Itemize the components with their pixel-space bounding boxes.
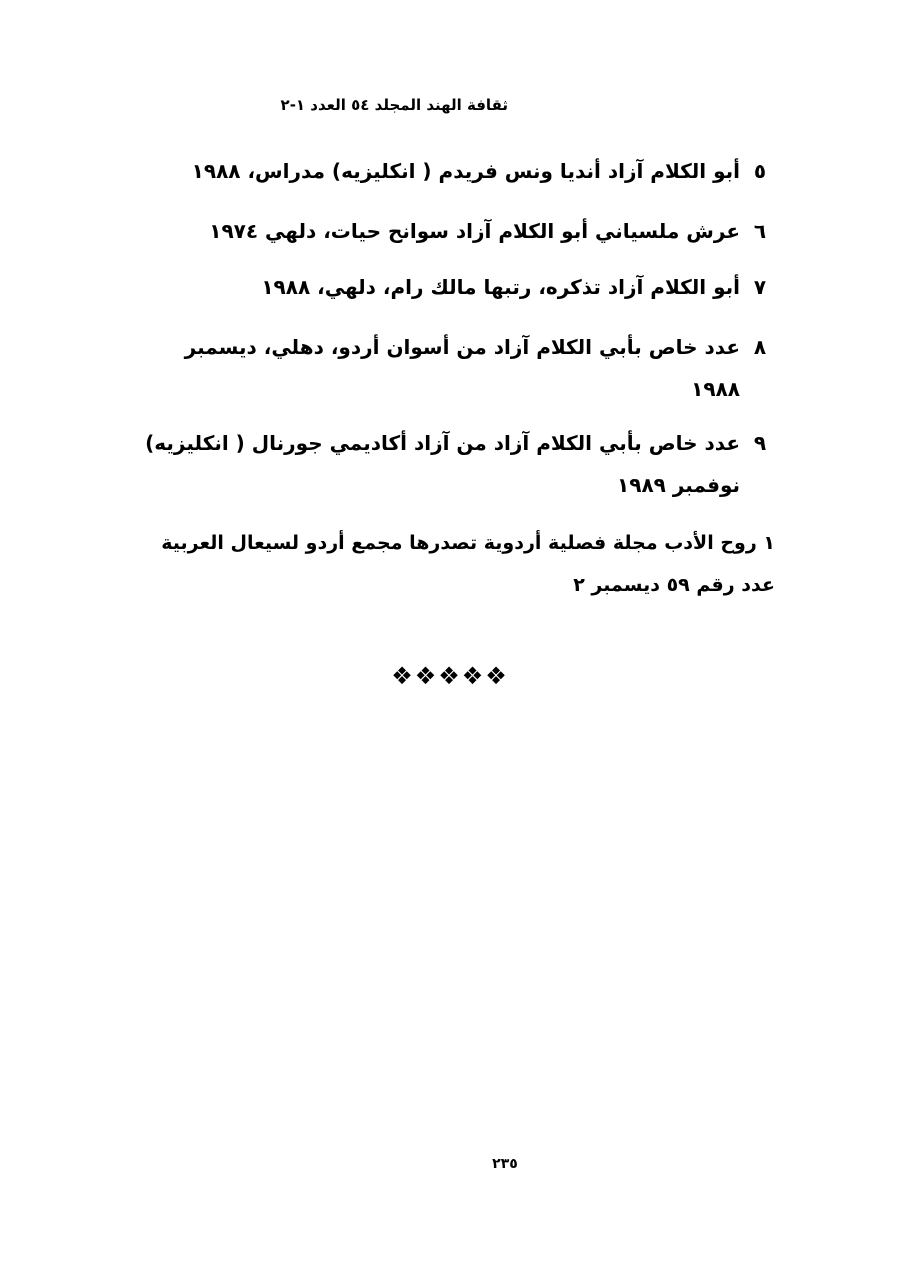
reference-number: ٦ (753, 219, 767, 243)
reference-number: ٥ (753, 159, 767, 183)
section-ornament: ❖❖❖❖❖ (391, 662, 509, 690)
reference-item (140, 326, 780, 410)
reference-number: ٨ (753, 335, 767, 359)
footnote: ١ روح الأدب مجلة فصلية أردوية تصدرها مجمع أردو لسيعال العربية عدد رقم ٥٩ ديسمبر ٢ (161, 532, 775, 596)
reference-text: عدد خاص بأبي الكلام آزاد من آزاد أكاديمي جورنال ( انكليزيه) نوفمبر ١٩٨٩ (145, 431, 740, 497)
reference-text: عرش ملسياني أبو الكلام آزاد سوانح حيات، دلهي ١٩٧٤ (209, 219, 740, 243)
reference-text: أبو الكلام آزاد تذكره، رتبها مالك رام، دلهي، ١٩٨٨ (261, 275, 740, 299)
reference-item (140, 266, 780, 308)
running-header: ثقافة الهند المجلد ٥٤ العدد ١-٢ (280, 96, 508, 114)
reference-item (140, 422, 780, 506)
reference-text: أبو الكلام آزاد أنديا ونس فريدم ( انكليزيه) مدراس، ١٩٨٨ (191, 159, 740, 183)
reference-text: عدد خاص بأبي الكلام آزاد من أسوان أردو، دهلي، ديسمبر ١٩٨٨ (184, 335, 740, 401)
reference-item (140, 210, 780, 252)
reference-item (140, 150, 780, 192)
reference-number: ٧ (753, 275, 767, 299)
reference-number: ٩ (753, 431, 767, 455)
page-number: ٢٣٥ (492, 1156, 518, 1172)
